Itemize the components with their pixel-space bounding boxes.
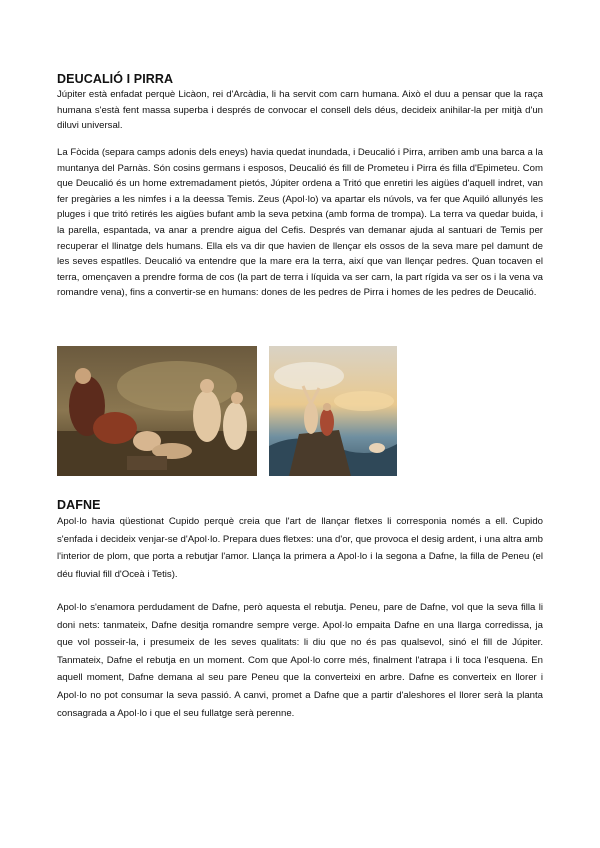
dafne-paragraph-1: Apol·lo havia qüestionat Cupido perquè creia que l'art de llançar fletxes li corresponia només a ell. Cupido s'enfada i decideix venjar-se d'Apol·lo. Prepara dues fletxes: una d'or, que provoca el desig ardent, i una altra amb l'interior de plom, que porta a rebutjar l'amor. Llança la primera a Apol·lo i la segona a Dafne, la filla de Peneu (el déu fluvial fill d'Oceà i Tetis). xyxy=(57,516,543,580)
deucalio-paragraph-2: La Fòcida (separa camps adonis dels eneys) havia quedat inundada, i Deucalió i Pirra, arriben amb una barca a la muntanya del Parnàs. Són cosins germans i esposos, Deucalió és fill de Prometeu i Pirra és filla d'Epimeteu. Com que Deucalió és un home extremadament pietós, Júpiter ordena a Tritó que enretiri les aigües d'aquell indret, van fer pregàries a les nimfes i a la deessa Temis. Zeus (Apol·lo) va apartar els núvols, va fer que Aquiló allunyés les pluges i que tritó retirés les aigües bufant amb la seva petxina (amb forma de trompa). La terra va quedar buida, i la parella, espantada, va anar a prendre aigua del Cefis. Després van demanar ajuda al santuari de Temis per recuperar el llinatge dels humans. Ella els va dir que havien de llençar els ossos de la seva mare pel damunt de les seves espatlles. Deucalió va entendre que la mare era la terra, així que van llençar pedres. Quan tocaven el terra, omençaven a prendre forma de cos (la part de terra i líquida va ser carn, la part rígida va ser os i la vena va romandre vena), fins a convertir-se en humans: dones de les pedres de Pirra i homes de les pedres de Deucalió. xyxy=(57,147,543,299)
section-title-dafne: DAFNE xyxy=(57,498,101,512)
deluge-painting xyxy=(269,346,397,476)
section-title-deucalio: DEUCALIÓ I PIRRA xyxy=(57,72,174,86)
deucalio-paragraph-1: Júpiter està enfadat perquè Licàon, rei d'Arcàdia, li ha servit com carn humana. Això el duu a pensar que la raça humana s'està fent massa superba i després de convocar el consell dels déus, decideix anihilar-la per mitjà d'un diluvi universal. xyxy=(57,89,543,132)
deucalion-pyrrha-painting xyxy=(57,346,257,476)
dafne-paragraph-2: Apol·lo s'enamora perdudament de Dafne, però aquesta el rebutja. Peneu, pare de Dafne, vol que la seva filla li doni nets: tanmateix, Dafne desitja romandre sempre verge. Apol·lo empaita Dafne en una llarga corredissa, ja que vol posseir-la, i presumeix de les seves qualitats: li diu que no és pas qualsevol, sinó el fill de Júpiter. Tanmateix, Dafne el rebutja en un moment. Com que Apol·lo corre més, finalment l'atrapa i li toca l'esquena. En aquell moment, Dafne demana al seu pare Peneu que la converteixi en arbre. Dafne es converteix en llorer i Apol·lo no pot consumar la seva passió. A canvi, promet a Dafne que a partir d'aleshores el llorer serà la planta consagrada a Apol·lo i que el seu fullatge serà perenne. xyxy=(57,602,543,719)
